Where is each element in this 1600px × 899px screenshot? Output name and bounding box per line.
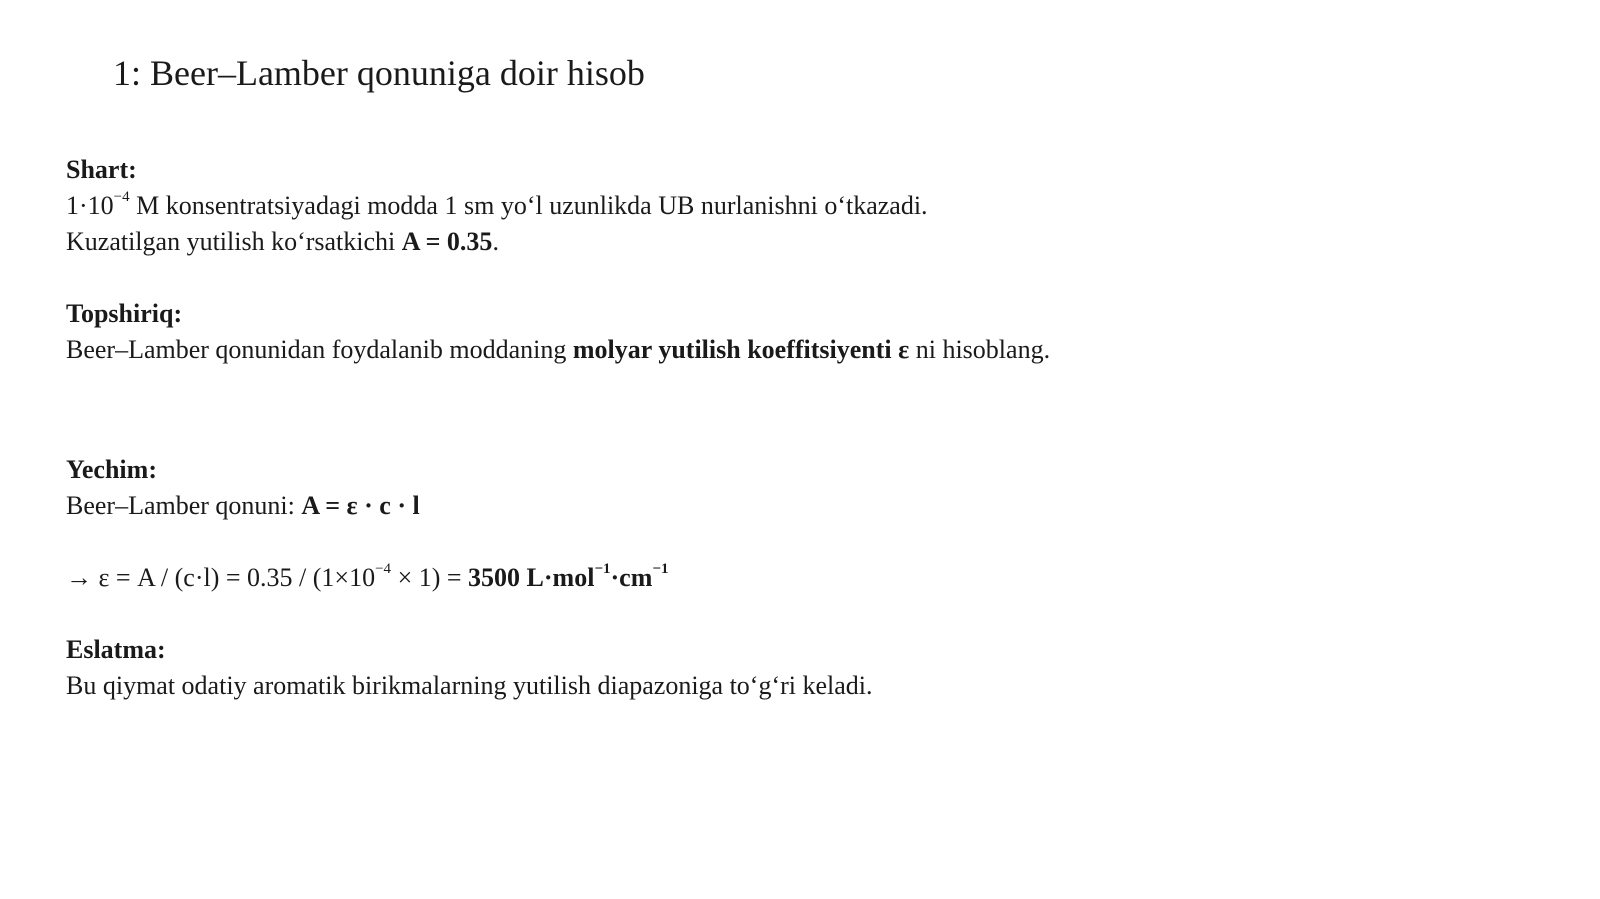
shart-line-2-prefix: Kuzatilgan yutilish ko‘rsatkichi [66,227,402,256]
shart-line-1-text: M konsentratsiyadagi modda 1 sm yo‘l uzunlikda UB nurlanishni o‘tkazadi. [129,191,928,220]
absorbance-value: A = 0.35 [401,227,493,256]
result-value: 3500 L·mol [468,563,595,592]
topshiriq-label: Topshiriq: [66,299,183,328]
spacer [66,368,1526,452]
spacer [66,524,1526,560]
shart-line-2-suffix: . [492,227,499,256]
slide-title: 1: Beer–Lamber qonuniga doir hisob [113,53,645,93]
calc-mid: × 1) = [391,563,469,592]
result-exponent-1: −1 [594,561,611,578]
spacer [66,260,1526,296]
result-unit-cm: ·cm [610,563,653,592]
shart-line-1 [66,188,1526,224]
topshiriq-text-suffix: ni hisoblang. [909,335,1051,364]
beer-lambert-formula: A = ε · c · l [301,491,420,520]
topshiriq-text-prefix: Beer–Lamber qonunidan foydalanib moddaning [66,335,573,364]
eslatma-label: Eslatma: [66,635,166,664]
shart-line-1-exponent: −4 [113,189,130,206]
calc-prefix: → ε = A / (c·l) = 0.35 / (1×10 [66,563,376,592]
yechim-law-prefix: Beer–Lamber qonuni: [66,491,302,520]
slide-content [66,152,1526,704]
eslatma-text: Bu qiymat odatiy aromatik birikmalarning yutilish diapazoniga to‘g‘ri keladi. [66,671,873,700]
calc-result [468,563,668,592]
topshiriq-text-bold: molyar yutilish koeffitsiyenti ε [572,335,910,364]
topshiriq-text [66,332,1526,368]
shart-line-1-prefix: 1·10 [66,191,114,220]
calc-exponent: −4 [375,561,392,578]
yechim-law [66,488,1526,524]
yechim-calculation [66,560,1526,596]
shart-line-2 [66,224,1526,260]
shart-label: Shart: [66,155,137,184]
spacer [66,596,1526,632]
result-exponent-2: −1 [652,561,669,578]
yechim-label: Yechim: [66,455,157,484]
